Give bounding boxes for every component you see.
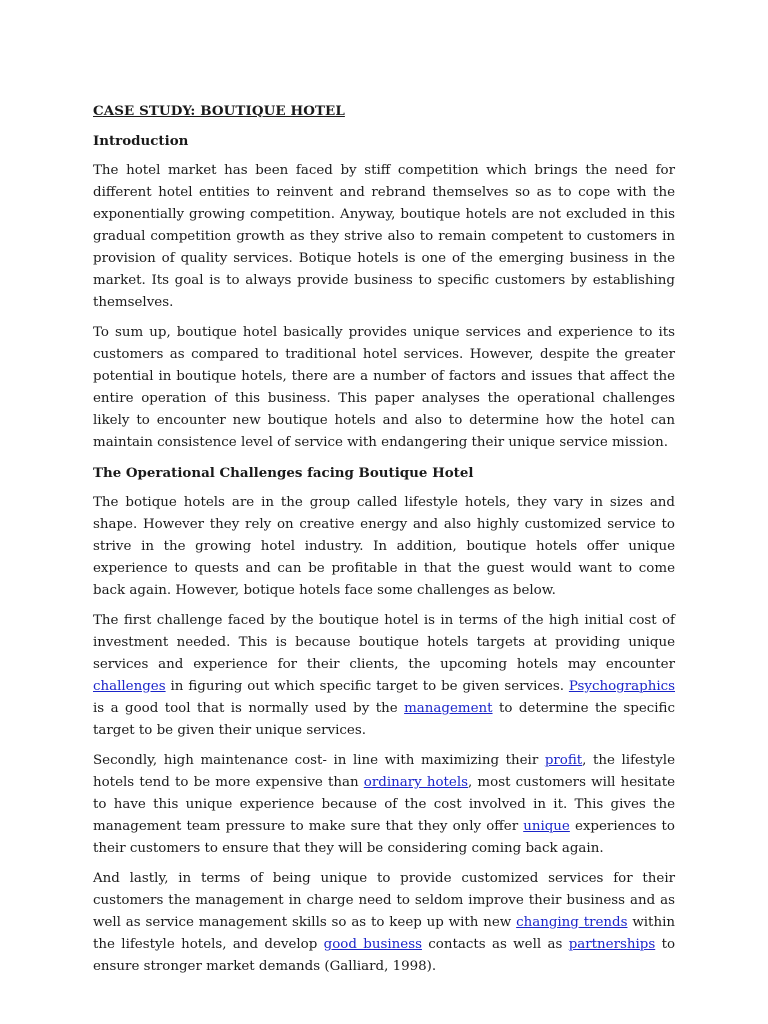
paragraph-text: in figuring out which specific target to be given services. [165,679,569,694]
link-psychographics[interactable]: Psychographics [568,679,675,694]
paragraph-text: within the lifestyle hotels, and develop [93,915,675,952]
paragraph-text: experiences to their customers to ensure that they will be considering coming back again. [93,819,675,856]
paragraph-text: to determine the specific target to be given their unique services. [93,701,675,738]
link-ordinary-hotels[interactable]: ordinary hotels [363,775,468,790]
paragraph-intro-1: The hotel market has been faced by stiff competition which brings the need for different hotel entities to reinvent and rebrand themselves so as to cope with the exponentially growing competition. Anyway, boutique hotels are not excluded in this gradual competition growth as they strive also to remain competent to customers in provision of quality services. Botique hotels is one of the emerging business in the market. Its goal is to always provide business to specific customers by establishing themselves. [93,163,675,310]
paragraph-text: , the lifestyle hotels tend to be more expensive than [93,753,675,790]
paragraph-challenges-2 [93,610,675,742]
paragraph-text: And lastly, in terms of being unique to provide customized services for their customers the management in charge need to seldom improve their business and as well as service management skills so as to keep up with new [93,871,675,930]
link-challenges[interactable]: challenges [93,679,166,694]
link-profit[interactable]: profit [544,753,583,768]
link-changing-trends[interactable]: changing trends [516,915,628,930]
paragraph-text: is a good tool that is normally used by the [93,701,405,716]
link-good-business[interactable]: good business [323,937,422,952]
section-heading-operational-challenges: The Operational Challenges facing Boutique Hotel [93,465,474,481]
paragraph-text: The first challenge faced by the boutique hotel is in terms of the high initial cost of investment needed. This is because boutique hotels targets at providing unique services and experience for their clients, the upcoming hotels may encounter [93,613,675,672]
document-title: CASE STUDY: BOUTIQUE HOTEL [93,103,345,119]
section-heading-introduction: Introduction [93,133,189,149]
paragraph-text: Secondly, high maintenance cost- in line with maximizing their [93,753,545,768]
link-unique[interactable]: unique [523,819,570,834]
paragraph-challenges-4 [93,868,675,978]
link-management[interactable]: management [404,701,493,716]
paragraph-text: contacts as well as [421,937,569,952]
document-page [93,100,675,986]
paragraph-text: , most customers will hesitate to have this unique experience because of the cost involved in it. This gives the management team pressure to make sure that they only offer [93,775,675,834]
paragraph-intro-2: To sum up, boutique hotel basically provides unique services and experience to its customers as compared to traditional hotel services. However, despite the greater potential in boutique hotels, there are a number of factors and issues that affect the entire operation of this business. This paper analyses the operational challenges likely to encounter new boutique hotels and also to determine how the hotel can maintain consistence level of service with endangering their unique service mission. [93,325,675,450]
link-partnerships[interactable]: partnerships [568,937,656,952]
paragraph-challenges-3 [93,750,675,860]
paragraph-text: to ensure stronger market demands (Galliard, 1998). [93,937,676,974]
paragraph-challenges-1: The botique hotels are in the group called lifestyle hotels, they vary in sizes and shape. However they rely on creative energy and also highly customized service to strive in the growing hotel industry. In addition, boutique hotels offer unique experience to quests and can be profitable in that the guest would want to come back again. However, botique hotels face some challenges as below. [93,495,675,598]
